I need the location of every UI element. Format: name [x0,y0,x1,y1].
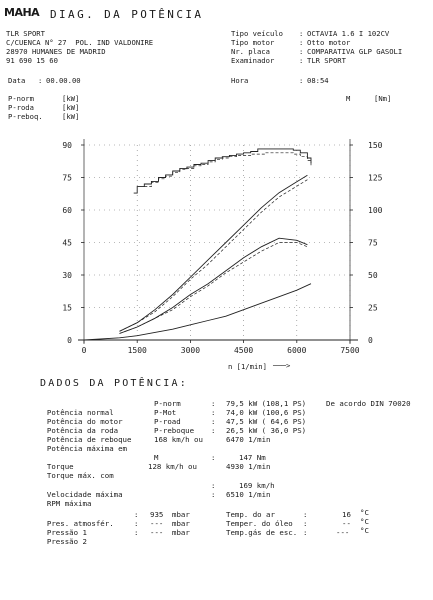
chart-axes [78,139,358,344]
row-value: 74,0 kW (100,6 PS) [226,408,307,417]
x-tick-label: 6000 [287,346,307,355]
plate-value: COMPARATIVA GLP GASOLI [307,47,403,56]
torque-code: M [154,453,159,462]
customer-phone: 91 690 15 60 [6,56,58,65]
torque-value: 147 Nm [239,453,266,462]
legend-p-reboq-unit: [kW] [62,112,80,121]
date-value: 00.00.00 [46,76,81,85]
env-label2: Temp.gás de esc. [226,528,298,537]
chart-grid [84,145,350,340]
max-torque-speed: 128 km/h ou [148,462,197,471]
row-value: 79,5 kW (108,1 PS) [226,399,307,408]
maha-logo: MAHA [4,6,40,19]
row-label: RPM máxima [46,499,92,508]
row-code: P-Mot [154,408,177,417]
y-tick-label-right: 75 [368,238,378,248]
time-label: Hora [231,76,249,85]
y-tick-label-right: 125 [368,173,383,183]
rpm-max-value: 6510 1/min [226,490,271,499]
legend-p-norm-unit: [kW] [62,94,80,103]
row-label: Potência de reboque [46,435,132,444]
torque-axis-unit: [Nm] [374,94,392,103]
plate-label: Nr. placa [231,47,270,56]
row-label: Potência do motor [46,417,123,426]
row-label: Potência normal [46,408,114,417]
y-tick-label-left: 60 [62,206,72,215]
customer-name: TLR SPORT [6,29,45,38]
vehicle-type-value: OCTAVIA 1.6 I 102CV [307,29,390,38]
row-label: Torque máx. com [46,471,114,480]
env-unit: mbar [172,510,190,519]
legend-p-norm: P-norm [8,94,34,103]
examiner-label: Examinador [231,56,275,65]
max-power-rpm: 6470 1/min [226,435,271,444]
y-tick-label-right: 100 [368,206,383,215]
x-axis-label: n [1/min] [228,362,267,371]
env-value2: -- [342,519,351,528]
vehicle-type-label: Tipo veículo [231,29,283,38]
env-row-pressure2 [38,528,87,546]
y-tick-label-left: 30 [62,271,72,280]
y-tick-label-right: 50 [368,271,378,280]
row-label: Torque [46,462,74,471]
torque-axis-label: M [346,94,351,103]
x-tick-label: 4500 [233,346,254,355]
series-line-0 [134,149,311,193]
legend-p-roda-unit: [kW] [62,103,80,112]
max-torque-rpm: 4930 1/min [226,462,271,471]
row-code: P-norm [154,399,181,408]
row-label: Pressão 1 [46,528,87,537]
examiner-value: TLR SPORT [307,56,346,65]
row-value: 26,5 kW ( 36,0 PS) [226,426,307,435]
row-label: Velocidade máxima [46,490,123,499]
section-title: DADOS DA POTÊNCIA: [40,378,188,389]
env-unit: mbar [172,519,190,528]
engine-type-label: Tipo motor [231,38,275,47]
env-value: 935 [150,510,164,519]
row-note: De acordo DIN 70020 [326,399,411,408]
chart-series [84,149,311,340]
series-line-1 [144,153,311,187]
legend-p-roda: P-roda [8,103,34,112]
env-value2: 16 [342,510,351,519]
y-tick-label-left: 0 [67,336,72,345]
y-tick-label-right: 0 [368,336,373,345]
velocity-value: 169 km/h [239,481,275,490]
customer-address1: C/CUENCA N° 27 POL. IND VALDONIRE [6,38,154,47]
x-tick-label: 0 [81,346,87,355]
env-unit: mbar [172,528,190,537]
row-label: Potência máxima em [46,444,127,453]
y-tick-label-right: 25 [368,303,378,313]
row-code: P-road [154,417,181,426]
y-tick-label-left: 90 [62,141,72,150]
env-label2: Temp. do ar [226,510,275,519]
x-tick-label: 3000 [180,346,201,355]
env-unit2: °C [360,517,369,526]
x-tick-label: 7500 [340,346,360,355]
x-axis-arrow: ───> [273,361,291,370]
time-value: 08:54 [307,76,329,85]
row-label: Pressão 2 [46,537,87,546]
env-value: --- [150,519,164,528]
rpm-max-row [38,490,91,508]
series-line-3 [120,180,308,332]
chart-tick-labels [62,141,382,355]
env-unit2: °C [360,526,369,535]
series-line-6 [84,284,311,340]
env-label2: Temper. do óleo [226,519,293,528]
customer-address2: 28970 HUMANES DE MADRID [6,47,106,56]
row-code: P-reboque [154,426,195,435]
y-tick-label-left: 45 [62,238,72,248]
page-title: DIAG. DA POTÊNCIA [50,8,204,21]
max-power-row [38,435,127,453]
series-line-5 [120,243,308,334]
max-torque-row [38,462,114,480]
env-unit2: °C [360,508,369,517]
env-value2: --- [336,528,350,537]
row-label: Potência da roda [46,426,119,435]
y-tick-label-left: 75 [62,173,72,183]
env-value: --- [150,528,164,537]
y-tick-label-left: 15 [62,303,72,313]
row-label: Pres. atmosfér. [46,519,114,528]
legend-p-reboq: P-reboq. [8,112,43,121]
date-label: Data [8,76,26,85]
x-tick-label: 1500 [127,346,147,355]
max-power-speed: 168 km/h ou [154,435,203,444]
y-tick-label-right: 150 [368,141,383,150]
row-value: 47,5 kW ( 64,6 PS) [226,417,307,426]
series-line-2 [120,175,308,331]
engine-type-value: Otto motor [307,38,351,47]
